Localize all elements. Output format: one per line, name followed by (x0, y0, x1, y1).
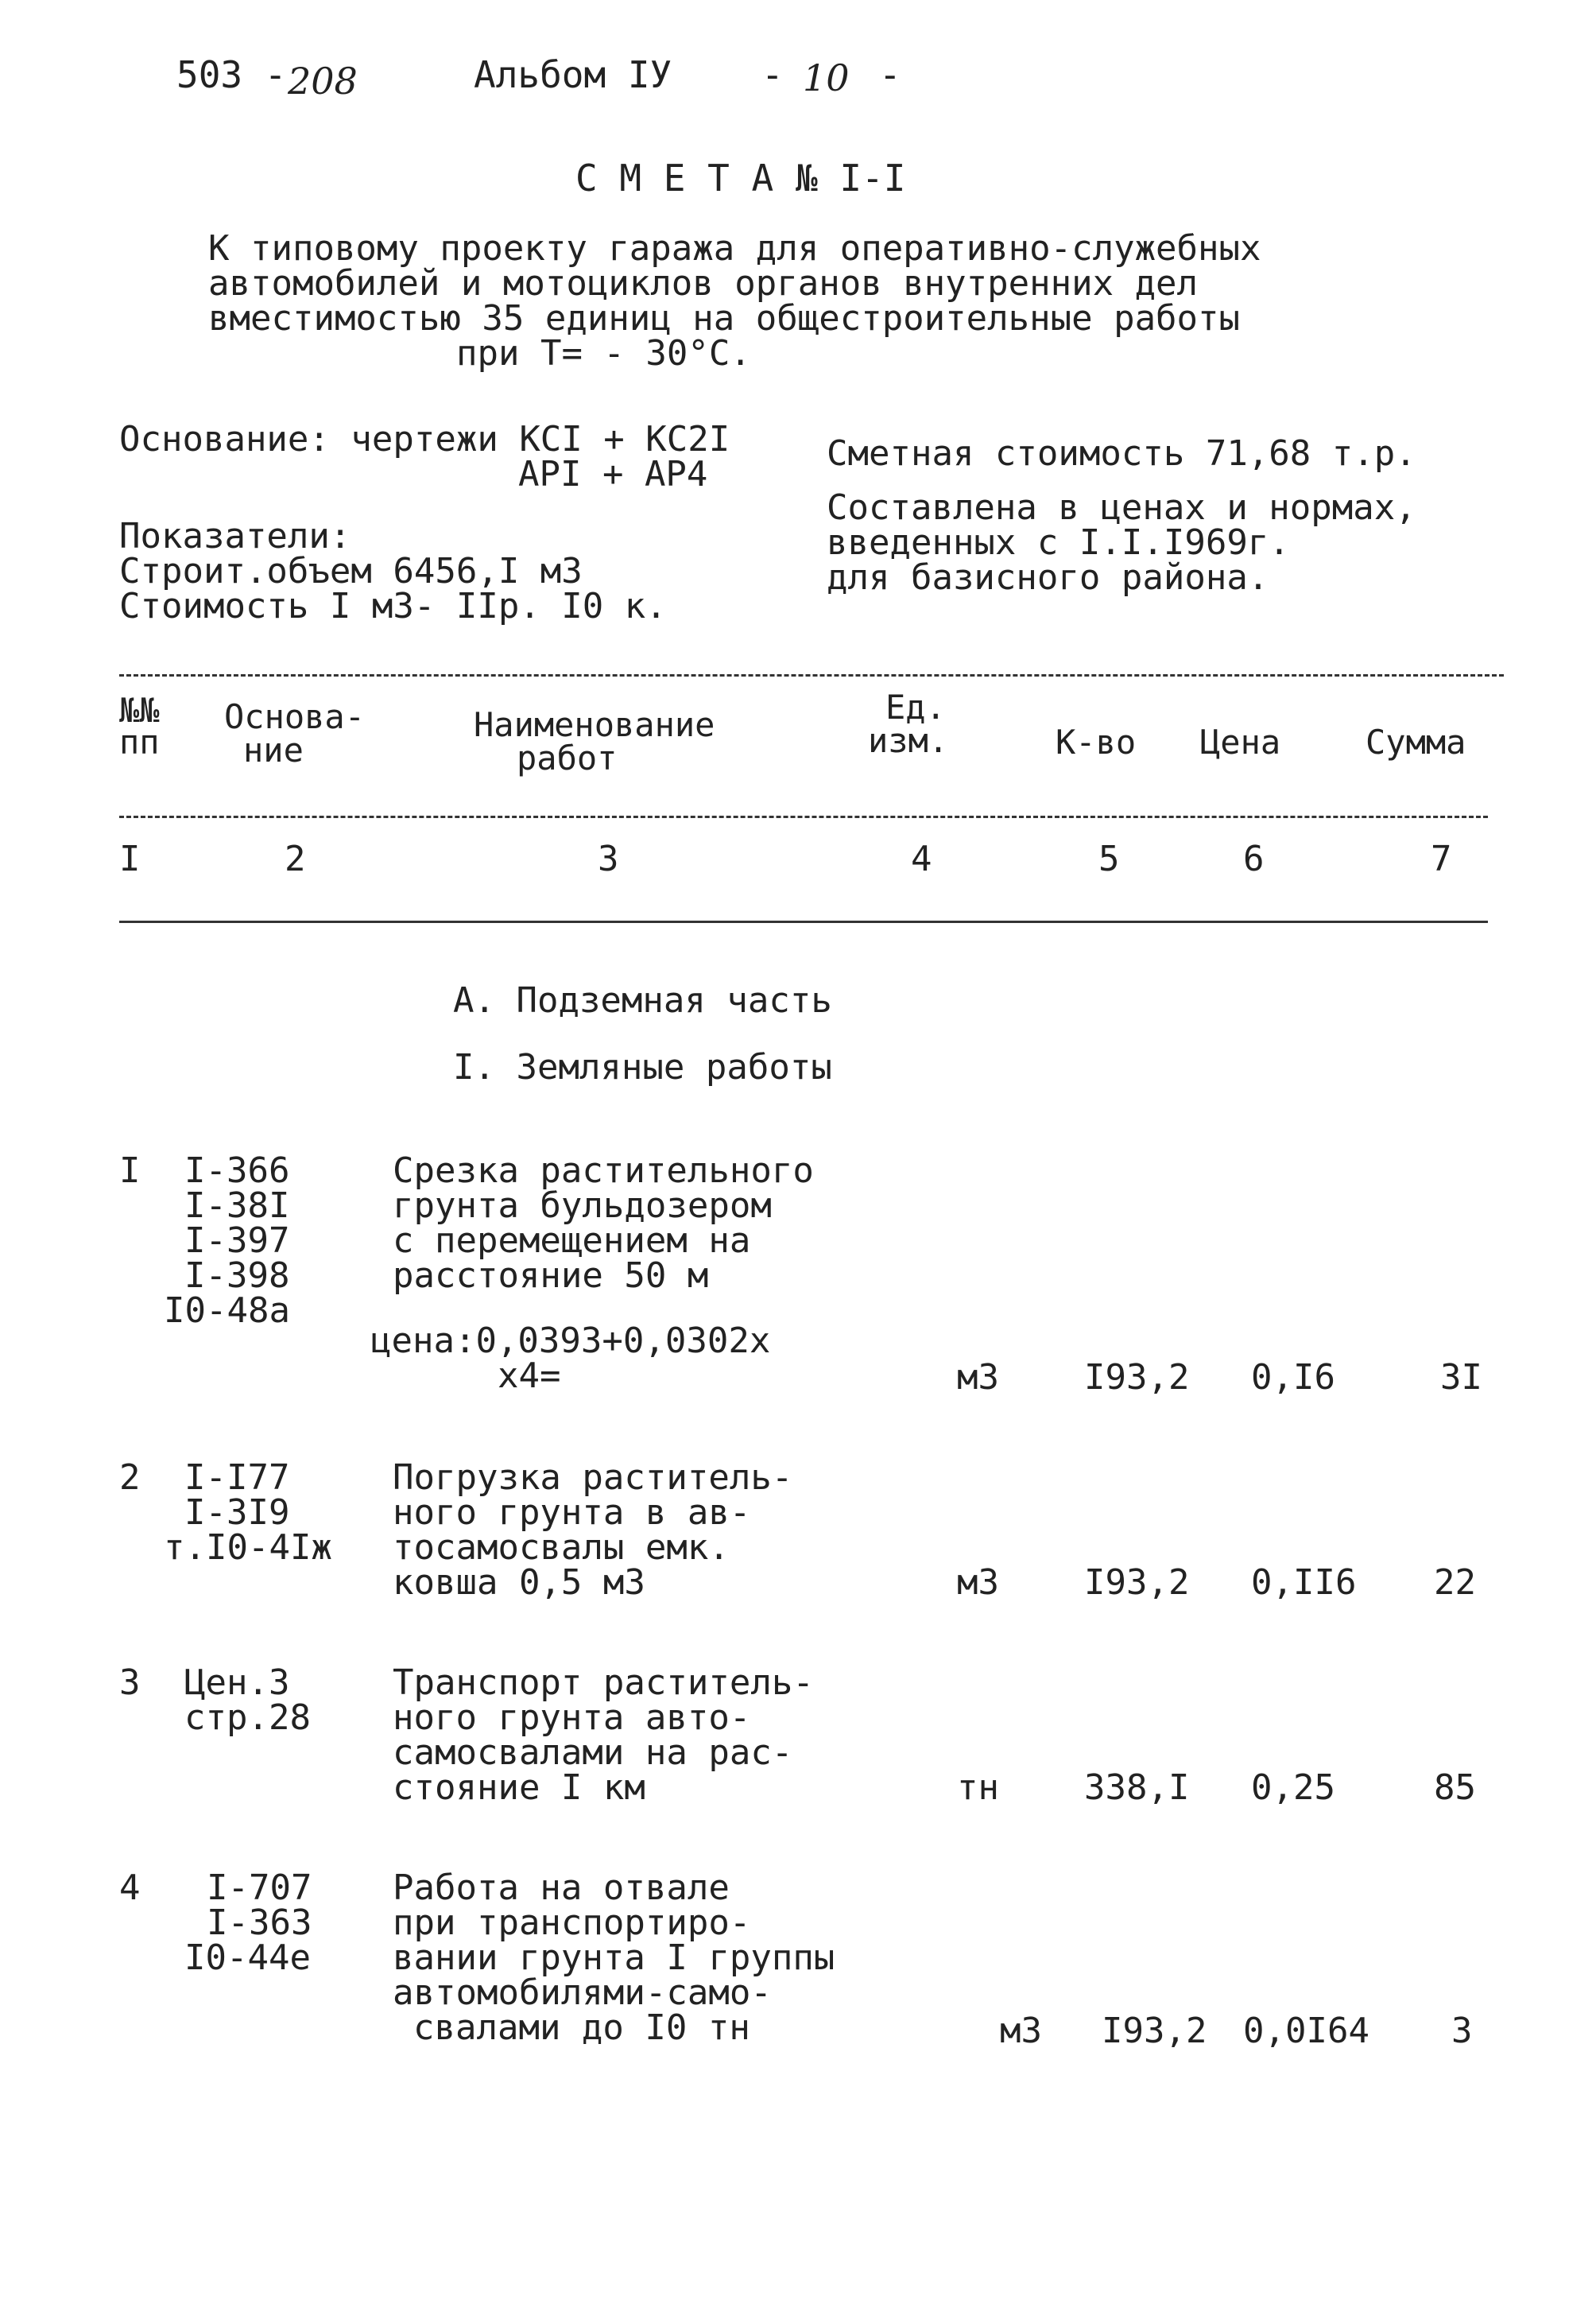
row-name: ного грунта в ав- (393, 1492, 751, 1533)
row-unit: м3 (1000, 2011, 1042, 2051)
row-name: ковша 0,5 м3 (393, 1562, 645, 1603)
col-header-no-2: пп (119, 723, 160, 762)
row-price: 0,II6 (1251, 1562, 1357, 1603)
page-number: 10 (803, 56, 850, 99)
row-name: расстояние 50 м (393, 1255, 709, 1296)
row-basis: I-398 (184, 1255, 290, 1296)
col-header-unit-1: Ед. (885, 688, 946, 727)
row-name: стояние I км (393, 1767, 645, 1808)
row-number: 2 (119, 1457, 141, 1498)
row-formula: х4= (498, 1356, 561, 1396)
subtitle-line-1: К типовому проекту гаража для оперативно-служебных (208, 228, 1261, 269)
row-basis: I-707 (207, 1868, 312, 1908)
row-qty: I93,2 (1102, 2011, 1207, 2051)
row-name: при транспортиро- (393, 1902, 751, 1943)
col-number-5: 5 (1098, 839, 1120, 879)
row-price: 0,I6 (1251, 1357, 1335, 1398)
row-name: вании грунта I группы (393, 1937, 835, 1978)
subtitle-line-2: автомобилей и мотоциклов органов внутренних дел (208, 263, 1199, 304)
row-basis: I-366 (184, 1150, 290, 1191)
prices-line-2: введенных с I.I.I969г. (827, 522, 1290, 563)
row-sum: 22 (1434, 1562, 1476, 1603)
row-sum: 85 (1434, 1767, 1476, 1808)
row-basis: стр.28 (184, 1697, 311, 1738)
indicators-label: Показатели: (119, 516, 351, 557)
col-number-6: 6 (1243, 839, 1265, 879)
row-name: Транспорт раститель- (393, 1662, 814, 1703)
row-unit: тн (957, 1767, 999, 1808)
row-formula: цена:0,0393+0,0302х (370, 1321, 771, 1361)
row-sum: 3I (1440, 1357, 1482, 1398)
row-price: 0,0I64 (1243, 2011, 1369, 2051)
col-header-basis-1: Основа- (224, 697, 366, 736)
page-dash-right: - (879, 53, 901, 96)
row-number: 4 (119, 1868, 141, 1908)
row-name: свалами до I0 тн (413, 2007, 750, 2048)
album-label: Альбом IУ (474, 53, 672, 96)
row-name: Погрузка раститель- (393, 1457, 793, 1498)
col-header-basis-2: ние (243, 731, 304, 770)
section-heading-1: I. Земляные работы (453, 1047, 832, 1088)
col-header-name-1: Наименование (474, 705, 715, 744)
col-header-sum: Сумма (1366, 723, 1466, 762)
column-numbers-rule (119, 921, 1488, 923)
row-basis: т.I0-4Iж (164, 1527, 332, 1568)
row-unit: м3 (957, 1562, 999, 1603)
col-header-name-2: работ (517, 739, 618, 778)
subtitle-line-4: при Т= - 30°С. (456, 333, 751, 374)
doc-code: 503 - (176, 53, 287, 96)
row-basis: I-363 (207, 1902, 312, 1943)
row-name: тосамосвалы емк. (393, 1527, 730, 1568)
doc-code-handwritten: 208 (288, 60, 358, 103)
prices-line-1: Составлена в ценах и нормах, (827, 487, 1416, 528)
row-price: 0,25 (1251, 1767, 1335, 1808)
row-qty: I93,2 (1084, 1562, 1190, 1603)
row-name: Срезка растительного (393, 1150, 814, 1191)
basis-line-2: АРI + АР4 (518, 454, 708, 495)
col-header-unit-2: изм. (868, 721, 949, 760)
table-top-rule (119, 674, 1504, 677)
row-basis: I-I77 (184, 1457, 290, 1498)
header-bottom-rule (119, 816, 1488, 818)
col-number-4: 4 (911, 839, 932, 879)
col-header-no-1: №№ (119, 691, 160, 730)
row-number: 3 (119, 1662, 141, 1703)
col-header-price: Цена (1200, 723, 1281, 762)
section-heading-a: А. Подземная часть (453, 980, 832, 1021)
col-header-qty: К-во (1056, 723, 1137, 762)
row-basis: Цен.3 (184, 1662, 290, 1703)
row-name: Работа на отвале (393, 1868, 730, 1908)
col-number-1: I (119, 839, 141, 879)
row-basis: I-38I (184, 1185, 290, 1226)
indicators-unit-cost: Стоимость I м3- IIр. I0 к. (119, 586, 667, 626)
row-basis: I-3I9 (184, 1492, 290, 1533)
row-qty: I93,2 (1084, 1357, 1190, 1398)
row-basis: I0-48а (164, 1290, 290, 1331)
row-name: с перемещением на (393, 1220, 751, 1261)
prices-line-3: для базисного района. (827, 557, 1269, 598)
col-number-7: 7 (1431, 839, 1452, 879)
indicators-volume: Строит.объем 6456,I м3 (119, 551, 583, 591)
row-number: I (119, 1150, 141, 1191)
col-number-2: 2 (285, 839, 306, 879)
row-qty: 338,I (1084, 1767, 1190, 1808)
col-number-3: 3 (598, 839, 619, 879)
row-name: ного грунта авто- (393, 1697, 751, 1738)
estimated-cost: Сметная стоимость 71,68 т.р. (827, 433, 1416, 474)
subtitle-line-3: вместимостью 35 единиц на общестроительные работы (208, 298, 1241, 339)
row-name: самосвалами на рас- (393, 1732, 793, 1773)
row-unit: м3 (957, 1357, 999, 1398)
row-sum: 3 (1451, 2011, 1473, 2051)
estimate-heading: С М Е Т А № I-I (575, 157, 906, 200)
basis-label: Основание: чертежи КСI + КС2I (119, 419, 730, 460)
page-dash-left: - (761, 53, 784, 96)
row-basis: I0-44е (184, 1937, 311, 1978)
row-name: грунта бульдозером (393, 1185, 772, 1226)
row-basis: I-397 (184, 1220, 290, 1261)
row-name: автомобилями-само- (393, 1972, 772, 2013)
